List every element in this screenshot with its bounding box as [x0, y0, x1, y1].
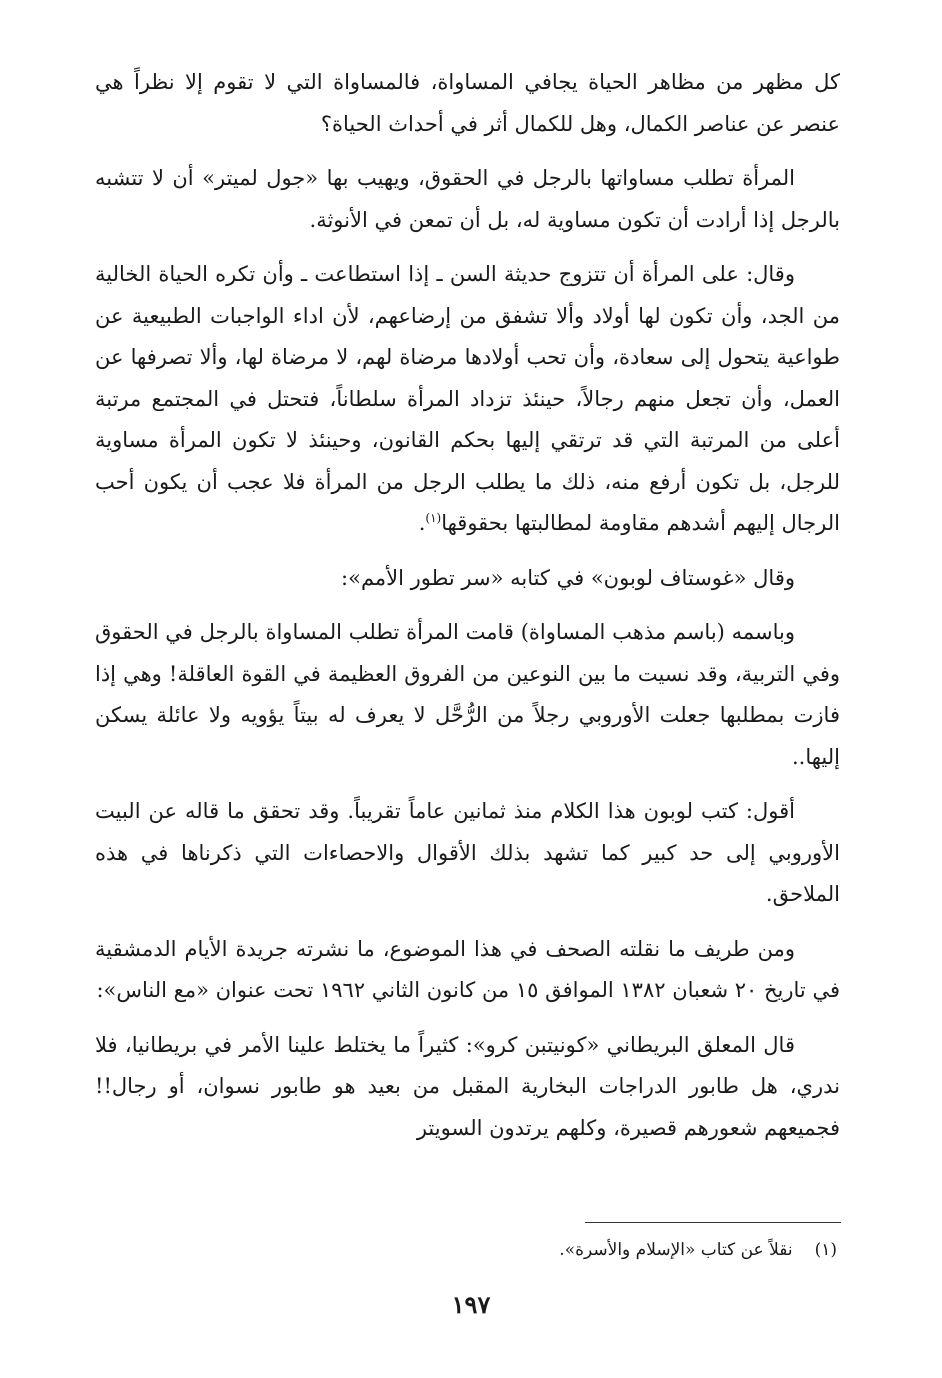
paragraph-5: وباسمه (باسم مذهب المساواة) قامت المرأة تطلب المساواة بالرجل في الحقوق وفي التربية، وقد نسيت ما بين النوعين من الفروق العظيمة في القوة العاقلة! وهي إذا فازت بمطلبها جعلت الأوروبي رجلاً من الرُّحَّل لا يعرف له بيتاً يؤويه ولا عائلة يسكن إليها..	[95, 620, 840, 769]
paragraph-6: أقول: كتب لوبون هذا الكلام منذ ثمانين عاماً تقريباً. وقد تحقق ما قاله عن البيت الأوروبي إلى حد كبير كما تشهد بذلك الأقوال والاحصاءات التي ذكرناها في هذه الملاحق.	[95, 799, 840, 906]
footnote-reference[interactable]: (١)	[425, 511, 442, 525]
page-body	[95, 62, 840, 1167]
footnote-text: نقلاً عن كتاب «الإسلام والأسرة».	[559, 1240, 793, 1260]
paragraph-3-text: وقال: على المرأة أن تتزوج حديثة السن ـ إذا استطاعت ـ وأن تكره الحياة الخالية من الجد، وأن تكون لها أولاد وألا تشفق من إرضاعهم، لأن اداء الواجبات الطبيعية عن طواعية يتحول إلى سعادة، وأن تحب أولادها مرضاة لهم، لا مرضاة لها، وألا تصرفها عن العمل، وأن تجعل منهم رجالاً، حينئذ تزداد المرأة سلطاناً، فتحتل في المجتمع مرتبة أعلى من المرتبة التي قد ترتقي إليها بحكم القانون، وحينئذ لا تكون المرأة مساوية للرجل، بل تكون أرفع منه، ذلك ما يطلب الرجل من المرأة فلا عجب أن يكون أحب الرجال إليهم أشدهم مقاومة لمطالبتها بحقوقها	[95, 262, 840, 535]
footnote-number: (١)	[814, 1240, 837, 1260]
page-number: ١٩٧	[451, 1290, 491, 1319]
paragraph-8: قال المعلق البريطاني «كونيتبن كرو»: كثيراً ما يختلط علينا الأمر في بريطانيا، فلا ندري، هل طابور الدراجات البخارية المقبل من بعيد هو طابور نسوان، أو رجال!! فجميعهم شعورهم قصيرة، وكلهم يرتدون السويتر	[95, 1032, 840, 1140]
footnote	[95, 1232, 837, 1268]
footnote-divider	[585, 1222, 841, 1223]
paragraph-2: المرأة تطلب مساواتها بالرجل في الحقوق، ويهيب بها «جول لميتر» أن لا تتشبه بالرجل إذا أرادت أن تكون مساوية له، بل أن تمعن في الأنوثة.	[95, 166, 840, 232]
paragraph-7: ومن طريف ما نقلته الصحف في هذا الموضوع، ما نشرته جريدة الأيام الدمشقية في تاريخ ٢٠ شعبان ١٣٨٢ الموافق ١٥ من كانون الثاني ١٩٦٢ تحت عنوان «مع الناس»:	[95, 936, 840, 1002]
paragraph-4: وقال «غوستاف لوبون» في كتابه «سر تطور الأمم»:	[341, 565, 795, 590]
paragraph-3	[95, 254, 840, 545]
paragraph-1: كل مظهر من مظاهر الحياة يجافي المساواة، فالمساواة التي لا تقوم إلا نظراً هي عنصر عن عناصر الكمال، وهل للكمال أثر في أحداث الحياة؟	[95, 70, 840, 136]
paragraph-3-end: .	[418, 511, 426, 535]
